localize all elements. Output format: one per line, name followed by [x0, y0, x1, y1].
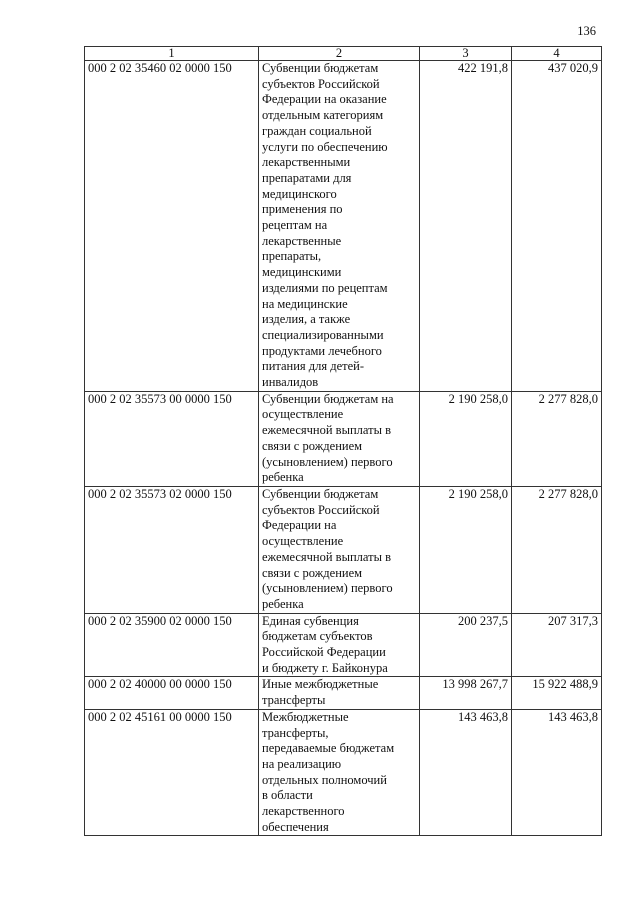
table-row [85, 61, 602, 392]
table-row [85, 486, 602, 613]
description-cell [259, 677, 420, 709]
description-line: (усыновлением) первого [262, 581, 393, 596]
table-row [85, 613, 602, 677]
column-header-3: 3 [420, 47, 512, 61]
description-line: Межбюджетные [262, 709, 349, 724]
description-line: ребенка [262, 596, 304, 611]
description-line: лекарственные [262, 233, 342, 248]
description-line: ребенка [262, 470, 304, 485]
description-line: обеспечения [262, 819, 329, 834]
description-line: трансферты [262, 693, 326, 708]
description-line: ежемесячной выплаты в [262, 549, 392, 564]
description-line: (усыновлением) первого [262, 454, 393, 469]
description-line: граждан социальной [262, 123, 372, 138]
description-line: и бюджету г. Байконура [262, 660, 388, 675]
table-body [85, 61, 602, 836]
description-line: применения по [262, 202, 343, 217]
budget-code-cell: 000 2 02 45161 00 0000 150 [85, 709, 259, 836]
amount-col4-cell: 207 317,3 [512, 613, 602, 677]
description-line: Субвенции бюджетам [262, 61, 379, 75]
description-line: препаратами для [262, 170, 352, 185]
budget-code-cell: 000 2 02 35573 00 0000 150 [85, 391, 259, 486]
description-line: связи с рождением [262, 438, 363, 453]
description-line: связи с рождением [262, 565, 363, 580]
description-line: питания для детей- [262, 359, 365, 374]
description-line: в области [262, 788, 313, 803]
description-line: Российской Федерации [262, 645, 386, 660]
table-row [85, 709, 602, 836]
budget-code-cell: 000 2 02 35460 02 0000 150 [85, 61, 259, 392]
description-line: ежемесячной выплаты в [262, 423, 392, 438]
description-cell [259, 61, 420, 392]
column-header-1: 1 [85, 47, 259, 61]
description-line: Единая субвенция [262, 613, 359, 628]
description-line: инвалидов [262, 375, 319, 390]
description-cell [259, 613, 420, 677]
amount-col4-cell: 143 463,8 [512, 709, 602, 836]
description-line: субъектов Российской [262, 76, 380, 91]
description-line: услуги по обеспечению [262, 139, 388, 154]
description-line: лекарственными [262, 155, 351, 170]
description-line: отдельным категориям [262, 108, 384, 123]
table-header-row [85, 47, 602, 61]
budget-code-cell: 000 2 02 40000 00 0000 150 [85, 677, 259, 709]
description-line: медицинского [262, 186, 337, 201]
amount-col4-cell: 2 277 828,0 [512, 486, 602, 613]
description-cell [259, 391, 420, 486]
description-cell [259, 486, 420, 613]
description-line: лекарственного [262, 804, 345, 819]
budget-code-cell: 000 2 02 35900 02 0000 150 [85, 613, 259, 677]
description-line: передаваемые бюджетам [262, 741, 395, 756]
amount-col4-cell: 2 277 828,0 [512, 391, 602, 486]
budget-table [84, 46, 602, 836]
amount-col3-cell: 200 237,5 [420, 613, 512, 677]
description-line: рецептам на [262, 218, 328, 233]
description-line: субъектов Российской [262, 502, 380, 517]
description-line: на медицинские [262, 296, 348, 311]
description-line: отдельных полномочий [262, 772, 387, 787]
description-line: специализированными [262, 327, 384, 342]
description-line: Иные межбюджетные [262, 677, 379, 692]
description-line: осуществление [262, 534, 344, 549]
description-line: на реализацию [262, 756, 342, 771]
amount-col3-cell: 422 191,8 [420, 61, 512, 392]
description-line: изделия, а также [262, 312, 351, 327]
column-header-4: 4 [512, 47, 602, 61]
amount-col3-cell: 2 190 258,0 [420, 391, 512, 486]
description-line: медицинскими [262, 265, 342, 280]
description-line: бюджетам субъектов [262, 629, 373, 644]
description-line: Субвенции бюджетам на [262, 391, 394, 406]
description-line: Федерации на оказание [262, 92, 387, 107]
description-line: изделиями по рецептам [262, 280, 388, 295]
description-line: трансферты, [262, 725, 329, 740]
amount-col4-cell: 437 020,9 [512, 61, 602, 392]
amount-col3-cell: 143 463,8 [420, 709, 512, 836]
description-cell [259, 709, 420, 836]
description-line: Федерации на [262, 518, 337, 533]
amount-col4-cell: 15 922 488,9 [512, 677, 602, 709]
amount-col3-cell: 13 998 267,7 [420, 677, 512, 709]
table-row [85, 391, 602, 486]
budget-code-cell: 000 2 02 35573 02 0000 150 [85, 486, 259, 613]
column-header-2: 2 [259, 47, 420, 61]
description-line: продуктами лечебного [262, 343, 382, 358]
description-line: препараты, [262, 249, 322, 264]
description-line: Субвенции бюджетам [262, 486, 379, 501]
page-number: 136 [577, 24, 596, 38]
description-line: осуществление [262, 407, 344, 422]
table-row [85, 677, 602, 709]
amount-col3-cell: 2 190 258,0 [420, 486, 512, 613]
